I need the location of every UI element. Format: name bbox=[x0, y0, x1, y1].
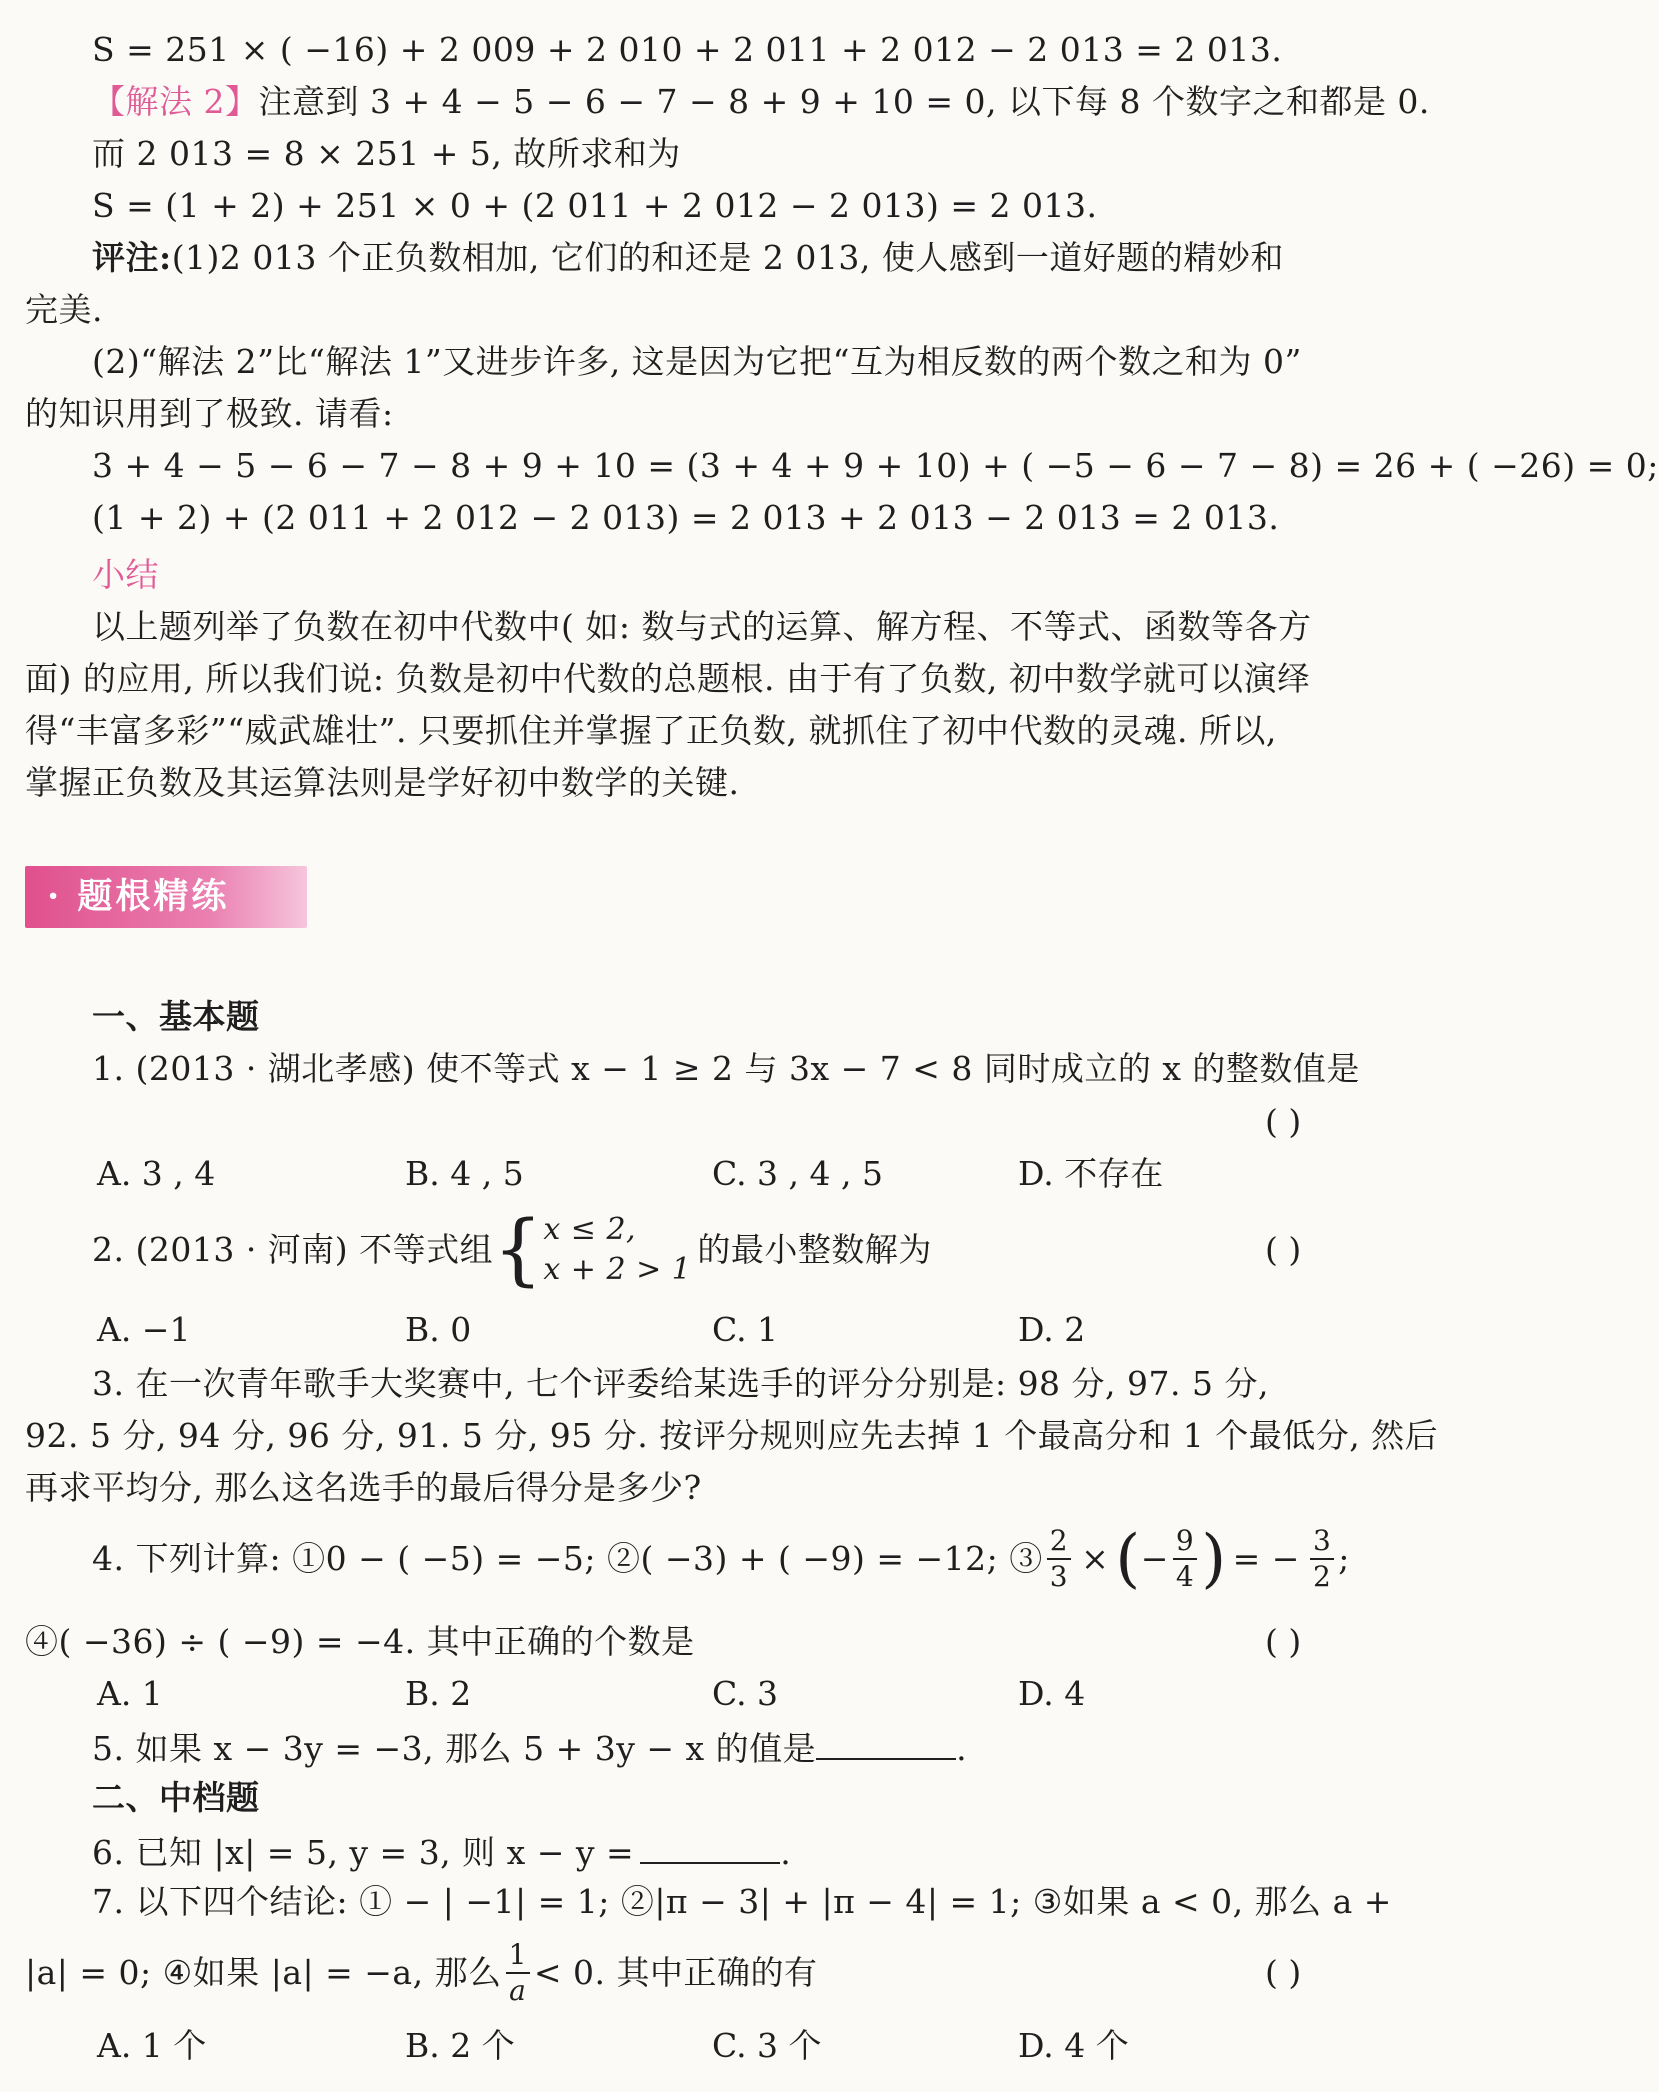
method2-line bbox=[92, 80, 1430, 124]
fraction-denominator: a bbox=[509, 1974, 527, 2007]
question-7-line: 7. 以下四个结论: ① − | −1| = 1; ②|π − 3| + |π − 4| = 1; ③如果 a < 0, 那么 a + bbox=[92, 1882, 1392, 1921]
banner-label: · 题根精练 bbox=[47, 876, 230, 917]
system-line-2: x + 2 > 1 bbox=[543, 1252, 692, 1287]
option-c: C. 3 , 4 , 5 bbox=[712, 1154, 883, 1193]
comment-line bbox=[92, 236, 1284, 280]
question-7-text-end: < 0. 其中正确的有 bbox=[533, 1953, 818, 1992]
text-line: (2)“解法 2”比“解法 1”又进步许多, 这是因为它把“互为相反数的两个数之和为 0” bbox=[92, 342, 1302, 381]
method2-tag: 【解法 2】 bbox=[92, 82, 259, 121]
summary-line: 掌握正负数及其运算法则是学好初中数学的关键. bbox=[25, 763, 740, 802]
fraction bbox=[1047, 1524, 1071, 1593]
answer-blank[interactable] bbox=[816, 1724, 956, 1760]
question-1: 1. (2013 · 湖北孝感) 使不等式 x − 1 ≥ 2 与 3x − 7 < 8 同时成立的 x 的整数值是 bbox=[92, 1049, 1360, 1088]
question-3-line: 再求平均分, 那么这名选手的最后得分是多少? bbox=[25, 1468, 702, 1507]
text-line: 的知识用到了极致. 请看: bbox=[25, 394, 394, 433]
option-a: A. 1 bbox=[97, 1674, 163, 1713]
option-d: D. 4 个 bbox=[1018, 2026, 1129, 2065]
section-title: 一、基本题 bbox=[92, 997, 260, 1036]
option-d: D. 4 bbox=[1018, 1674, 1086, 1713]
fraction bbox=[506, 1938, 530, 2007]
answer-paren: ( ) bbox=[1265, 1102, 1302, 1141]
comment-text: (1)2 013 个正负数相加, 它们的和还是 2 013, 使人感到一道好题的精妙和 bbox=[171, 238, 1284, 277]
fraction bbox=[1310, 1524, 1334, 1593]
period: . bbox=[780, 1833, 792, 1872]
text-line: 完美. bbox=[25, 290, 103, 329]
question-3-line: 3. 在一次青年歌手大奖赛中, 七个评委给某选手的评分分别是: 98 分, 97. 5 分, bbox=[92, 1364, 1269, 1403]
equation-line: (1 + 2) + (2 011 + 2 012 − 2 013) = 2 013 + 2 013 − 2 013 = 2 013. bbox=[92, 498, 1280, 537]
fraction-denominator: 4 bbox=[1175, 1560, 1195, 1593]
minus-sign: − bbox=[1140, 1539, 1169, 1578]
left-paren: ( bbox=[1115, 1522, 1141, 1596]
text-line: 而 2 013 = 8 × 251 + 5, 故所求和为 bbox=[92, 134, 681, 173]
semicolon: ; bbox=[1338, 1539, 1350, 1578]
option-c: C. 3 个 bbox=[712, 2026, 822, 2065]
equation-line: S = (1 + 2) + 251 × 0 + (2 011 + 2 012 − 2 013) = 2 013. bbox=[92, 186, 1098, 225]
option-a: A. 3 , 4 bbox=[97, 1154, 216, 1193]
question-4 bbox=[92, 1524, 1350, 1594]
summary-line: 得“丰富多彩”“威武雄壮”. 只要抓住并掌握了正负数, 就抓住了初中代数的灵魂. 所以, bbox=[25, 711, 1277, 750]
method2-text: 注意到 3 + 4 − 5 − 6 − 7 − 8 + 9 + 10 = 0, 以下每 8 个数字之和都是 0. bbox=[258, 82, 1430, 121]
fraction-numerator: 9 bbox=[1173, 1527, 1197, 1560]
equation-line: 3 + 4 − 5 − 6 − 7 − 8 + 9 + 10 = (3 + 4 + 9 + 10) + ( −5 − 6 − 7 − 8) = 26 + ( −26) = 0; bbox=[92, 446, 1659, 485]
option-c: C. 1 bbox=[712, 1310, 779, 1349]
answer-paren: ( ) bbox=[1265, 1953, 1302, 1992]
period: . bbox=[956, 1729, 968, 1768]
option-d: D. 不存在 bbox=[1018, 1154, 1164, 1193]
equals-sign: = − bbox=[1232, 1539, 1300, 1578]
question-4-text: 4. 下列计算: ①0 − ( −5) = −5; ②( −3) + ( −9) = −12; ③ bbox=[92, 1539, 1043, 1578]
question-5-text: 5. 如果 x − 3y = −3, 那么 5 + 3y − x 的值是 bbox=[92, 1729, 817, 1768]
section-banner bbox=[25, 866, 307, 928]
summary-line: 面) 的应用, 所以我们说: 负数是初中代数的总题根. 由于有了负数, 初中数学就可以演绎 bbox=[25, 659, 1311, 698]
fraction-numerator: 3 bbox=[1310, 1527, 1334, 1560]
option-c: C. 3 bbox=[712, 1674, 779, 1713]
question-2-prefix: 2. (2013 · 河南) 不等式组 bbox=[92, 1230, 494, 1269]
question-2 bbox=[92, 1205, 932, 1295]
question-6-text: 6. 已知 |x| = 5, y = 3, 则 x − y = bbox=[92, 1833, 635, 1872]
fraction-numerator: 2 bbox=[1047, 1527, 1071, 1560]
option-a: A. −1 bbox=[97, 1310, 191, 1349]
times-sign: × bbox=[1081, 1539, 1110, 1578]
summary-line: 以上题列举了负数在初中代数中( 如: 数与式的运算、解方程、不等式、函数等各方 bbox=[92, 607, 1312, 646]
option-b: B. 4 , 5 bbox=[405, 1154, 524, 1193]
option-b: B. 2 bbox=[405, 1674, 472, 1713]
right-paren: ) bbox=[1201, 1522, 1227, 1596]
inequality-system bbox=[543, 1210, 691, 1290]
option-d: D. 2 bbox=[1018, 1310, 1086, 1349]
section-title: 二、中档题 bbox=[92, 1778, 260, 1817]
question-7-text: |a| = 0; ④如果 |a| = −a, 那么 bbox=[25, 1953, 502, 1992]
system-line-1: x ≤ 2, bbox=[543, 1212, 637, 1247]
option-a: A. 1 个 bbox=[97, 2026, 207, 2065]
answer-blank[interactable] bbox=[640, 1828, 780, 1864]
option-b: B. 2 个 bbox=[405, 2026, 515, 2065]
fraction-numerator: 1 bbox=[506, 1941, 530, 1974]
question-2-suffix: 的最小整数解为 bbox=[697, 1230, 932, 1269]
answer-paren: ( ) bbox=[1265, 1622, 1302, 1661]
question-3-line: 92. 5 分, 94 分, 96 分, 91. 5 分, 95 分. 按评分规则应先去掉 1 个最高分和 1 个最低分, 然后 bbox=[25, 1416, 1439, 1455]
question-5 bbox=[92, 1724, 967, 1771]
summary-title: 小结 bbox=[92, 555, 159, 594]
fraction-denominator: 2 bbox=[1312, 1560, 1332, 1593]
question-7-line2 bbox=[25, 1938, 818, 2008]
comment-label: 评注: bbox=[92, 238, 172, 277]
equation-line: S = 251 × ( −16) + 2 009 + 2 010 + 2 011 + 2 012 − 2 013 = 2 013. bbox=[92, 30, 1283, 69]
fraction-denominator: 3 bbox=[1049, 1560, 1069, 1593]
brace-symbol: { bbox=[493, 1205, 544, 1295]
answer-paren: ( ) bbox=[1265, 1230, 1302, 1269]
question-6 bbox=[92, 1828, 791, 1875]
question-4-line2: ④( −36) ÷ ( −9) = −4. 其中正确的个数是 bbox=[25, 1622, 695, 1661]
fraction bbox=[1173, 1524, 1197, 1593]
option-b: B. 0 bbox=[405, 1310, 472, 1349]
